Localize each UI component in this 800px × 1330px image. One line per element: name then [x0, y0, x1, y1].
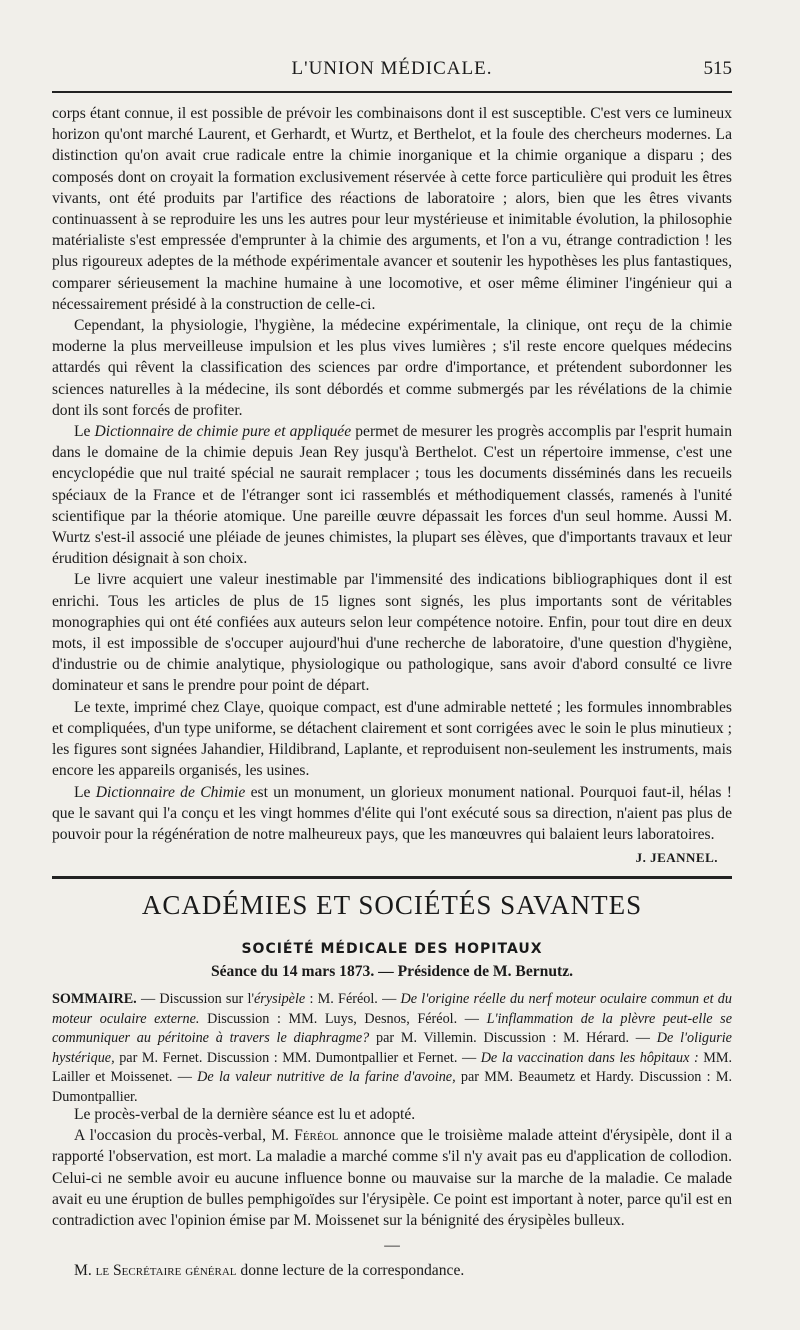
- article-paragraph: Le texte, imprimé chez Claye, quoique compact, est d'une admirable netteté ; les formules innombrables et compliquées, d'un type uniforme, se détachent clairement et sont corrigées avec le soin le plus minutieux ; les figures sont signées Jahandier, Hildibrand, Laplante, et reproduisent non-seulement les instruments, mais encore les appareils organisés, les usines.: [52, 698, 732, 780]
- section-title: ACADÉMIES ET SOCIÉTÉS SAVANTES: [141, 890, 643, 920]
- article-paragraph: Le livre acquiert une valeur inestimable par l'immensité des indications bibliographiques dont il est enrichi. Tous les articles de plus de 15 lignes sont signés, les plus importants sont de véritables monographies qui ont été confiées aux auteurs selon leur compétence notoire. Enfin, pour tout dire en deux mots, il est impossible de s'occuper aujourd'hui d'une recherche de laboratoire, d'une question d'hygiène, d'industrie ou de chimie analytique, physiologique ou pathologique, sans avoir d'abord consulté ce livre dominateur et sans le prendre pour point de départ.: [52, 571, 732, 695]
- book-title: Dictionnaire de chimie pure et appliquée: [94, 423, 352, 441]
- article-paragraph: Le Dictionnaire de Chimie est un monument, un glorieux monument national. Pourquoi faut-il, hélas ! que le savant qui l'a conçu et les vingt hommes d'élite qui l'ont exécuté sous sa direction, n'aient pas plus de pouvoir pour la régénération de notre malheureux pays, que les manœuvres qui balaient leurs laboratoires.: [52, 783, 732, 843]
- article-paragraph: Le Dictionnaire de chimie pure et appliquée permet de mesurer les progrès accomplis par l'esprit humain dans le domaine de la chimie depuis Jean Rey jusqu'à Berthelot. C'est un répertoire immense, c'est une encyclopédie que nul traité spécial ne saurait remplacer ; tous les documents disséminés dans les recueils spéciaux de la France et de l'étranger sont ici rassemblés et méthodiquement classés, ramenés à l'unité scientifique par la théorie atomique. Une pareille œuvre dépassait les forces d'un seul homme. Aussi M. Wurtz s'est-il associé une pléiade de jeunes chimistes, la plupart ses élèves, que d'importants travaux et leur érudition désignait à son choix.: [52, 423, 732, 568]
- article-body: [52, 103, 732, 868]
- running-title: L'UNION MÉDICALE.: [291, 58, 493, 79]
- session-line: Séance du 14 mars 1873. — Présidence de M. Bernutz.: [210, 963, 574, 980]
- separator-dash: —: [384, 1237, 400, 1255]
- author-signature: J. JEANNEL.: [635, 850, 718, 866]
- speaker-title: le Secrétaire général: [95, 1262, 237, 1280]
- section-paragraph: A l'occasion du procès-verbal, M. Féréol annonce que le troisième malade atteint d'érysipèle, dont il a rapporté l'observation, est mort. La maladie a marché comme s'il n'y avait pas eu d'application de collodion. Celui-ci ne semble avoir eu aucune influence bonne ou mauvaise sur la marche de la maladie. Ce malade avait eu une éruption de bulles pemphigoïdes sur l'érysipèle. Ce point est important à noter, parce qu'il est en contradiction avec l'opinion émise par M. Moissenet sur la bénignité des érysipèles bulleux.: [52, 1127, 732, 1230]
- summary-label: SOMMAIRE.: [52, 991, 137, 1007]
- section-rule: [52, 876, 732, 879]
- header-rule: [52, 91, 732, 93]
- section-body: [52, 1104, 732, 1282]
- article-paragraph: Cependant, la physiologie, l'hygiène, la médecine expérimentale, la clinique, ont reçu de la chimie moderne la plus merveilleuse impulsion et les plus vives lumières ; s'il reste encore quelques médecins attardés qui rêvent la classification des sciences par ordre d'importance, et prétendent subordonner les sciences naturelles à la médecine, ils sont débordés et comme submergés par les révélations de la chimie dont ils sont forcés de profiter.: [52, 317, 732, 419]
- page-header: [52, 58, 732, 86]
- speaker-name: Féréol: [294, 1127, 339, 1145]
- section-paragraph: M. le Secrétaire général donne lecture de la correspondance.: [74, 1262, 465, 1280]
- summary-block: SOMMAIRE. — Discussion sur l'érysipèle : M. Féréol. — De l'origine réelle du nerf moteur oculaire commun et du moteur oculaire externe. Discussion : MM. Luys, Desnos, Féréol. — L'inflammation de la plèvre peut-elle se communiquer au péritoine à travers le diaphragme? par M. Villemin. Discussion : M. Hérard. — De l'oligurie hystérique, par M. Fernet. Discussion : MM. Dumontpallier et Fernet. — De la vaccination dans les hôpitaux : MM. Lailler et Moissenet. — De la valeur nutritive de la farine d'avoine, par MM. Beaumetz et Hardy. Discussion : M. Dumontpallier.: [52, 991, 733, 1105]
- book-title: Dictionnaire de Chimie: [95, 783, 246, 801]
- section-paragraph: Le procès-verbal de la dernière séance est lu et adopté.: [74, 1106, 416, 1123]
- article-paragraph: corps étant connue, il est possible de prévoir les combinaisons dont il est susceptible. C'est vers ce lumineux horizon qu'ont marché Laurent, et Gerhardt, et Wurtz, et Berthelot, et la foule des chercheurs modernes. La distinction qu'on avait crue radicale entre la chimie inorganique et la chimie organique a disparu ; des composés dont on croyait la formation exclusivement réservée à cette force particulière qui produit les êtres vivants, ont été produits par l'artifice des réactions de laboratoire ; alors, bien que les êtres vivants continuassent à se reproduire les uns les autres pour leur mystérieuse et inimitable évolution, la philosophie matérialiste s'est empressée d'emprunter à la chimie des arguments, et l'on a vu, étrange contradiction ! les plus rigoureux adeptes de la méthode expérimentale avancer et soutenir les hypothèses les plus fantastiques, comparer sérieusement la machine humaine à une locomotive, et oser même éliminer l'ingénieur qui a nécessairement présidé à la construction de celle-ci.: [52, 105, 732, 313]
- page-number: 515: [703, 58, 732, 79]
- society-title: SOCIÉTÉ MÉDICALE DES HOPITAUX: [241, 941, 543, 957]
